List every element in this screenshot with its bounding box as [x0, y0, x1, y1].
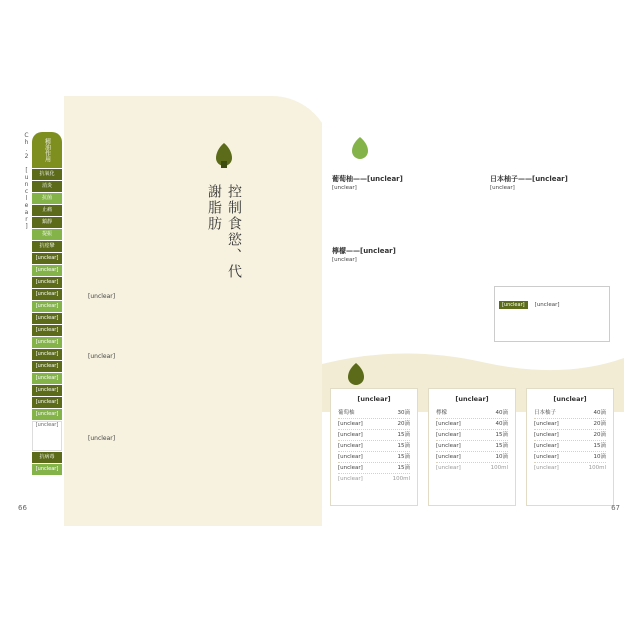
tab-item-bottom: [unclear]	[32, 464, 62, 475]
tab-item-bottom: 抗病毒	[32, 452, 62, 463]
ingredient-name: [unclear]	[338, 476, 363, 482]
recipe-row	[534, 441, 606, 452]
page-number-right: 67	[611, 504, 620, 512]
tab-item: 提振	[32, 229, 62, 240]
ingredient-amount: 100ml	[490, 465, 508, 471]
content-panel	[64, 96, 332, 526]
lemon-text: [unclear]	[332, 257, 357, 263]
recipe-row	[338, 419, 410, 430]
ingredient-name: [unclear]	[436, 432, 461, 438]
ingredient-amount: 15滴	[397, 443, 410, 449]
page-title: 控制食慾、代謝脂肪	[206, 184, 242, 280]
ingredient-name: [unclear]	[338, 443, 363, 449]
ingredient-amount: 20滴	[397, 421, 410, 427]
tab-item: [unclear]	[32, 289, 62, 300]
ingredient-amount: 15滴	[397, 432, 410, 438]
note-box	[494, 286, 610, 342]
right-page	[322, 96, 624, 526]
recipe-row	[338, 408, 410, 419]
ingredient-name: [unclear]	[534, 454, 559, 460]
page-number-left: 66	[18, 504, 27, 512]
tab-item: 鎮靜	[32, 217, 62, 228]
recipe-row	[534, 419, 606, 430]
ingredient-amount: 40滴	[495, 421, 508, 427]
tab-item: 抗痙攣	[32, 241, 62, 252]
body-paragraph-1: [unclear]	[88, 293, 116, 300]
ingredient-amount: 20滴	[593, 421, 606, 427]
ingredient-amount: 15滴	[397, 454, 410, 460]
grapefruit-text: [unclear]	[332, 185, 357, 191]
ingredient-amount: 40滴	[593, 410, 606, 416]
ingredient-amount: 20滴	[593, 432, 606, 438]
recipe-row	[534, 408, 606, 419]
ingredient-name: [unclear]	[436, 454, 461, 460]
ingredient-name: [unclear]	[534, 432, 559, 438]
ingredient-amount: 40滴	[495, 410, 508, 416]
recipe-row	[338, 452, 410, 463]
left-page	[16, 96, 318, 526]
tab-item: [unclear]	[32, 373, 62, 384]
recipe-title: [unclear]	[455, 395, 489, 403]
ingredient-name: [unclear]	[534, 421, 559, 427]
ingredient-name: [unclear]	[338, 421, 363, 427]
note-text: [unclear]	[534, 302, 560, 308]
tab-item: [unclear]	[32, 301, 62, 312]
leaf-badge-icon	[214, 142, 234, 168]
tab-item: [unclear]	[32, 253, 62, 264]
ingredient-amount: 15滴	[495, 432, 508, 438]
tab-item: [unclear]	[32, 409, 62, 420]
tab-item: [unclear]	[32, 385, 62, 396]
lemon-title: 檸檬——[unclear]	[332, 247, 396, 255]
tab-item: [unclear]	[32, 265, 62, 276]
recipe-row	[338, 441, 410, 452]
tab-item: [unclear]	[32, 325, 62, 336]
tab-item: [unclear]	[32, 313, 62, 324]
recipe-title: [unclear]	[553, 395, 587, 403]
tab-item: [unclear]	[32, 277, 62, 288]
recipe-card	[330, 388, 418, 506]
recipe-row	[338, 474, 410, 484]
note-tag: [unclear]	[499, 301, 528, 309]
ingredient-amount: 15滴	[495, 443, 508, 449]
ingredient-amount: 10滴	[495, 454, 508, 460]
recipe-card	[526, 388, 614, 506]
ingredient-name: 日本柚子	[534, 410, 557, 416]
yuzu-text: [unclear]	[490, 185, 515, 191]
ingredient-name: [unclear]	[436, 421, 461, 427]
ingredient-name: [unclear]	[338, 465, 363, 471]
ingredient-amount: 30滴	[397, 410, 410, 416]
recipe-row	[534, 452, 606, 463]
recipe-row	[436, 419, 508, 430]
grapefruit-section	[332, 174, 458, 193]
ingredient-name: [unclear]	[534, 443, 559, 449]
tab-item: 消炎	[32, 181, 62, 192]
ingredient-amount: 10滴	[593, 454, 606, 460]
section-tab-title: 精油作用	[32, 132, 62, 168]
tab-item: 抗菌	[32, 193, 62, 204]
lemon-section	[332, 246, 458, 265]
ingredient-name: 葡萄柚	[338, 410, 355, 416]
recipe-row	[534, 430, 606, 441]
ingredient-name: [unclear]	[534, 465, 559, 471]
ingredient-amount: 100ml	[392, 476, 410, 482]
grapefruit-title: 葡萄柚——[unclear]	[332, 175, 403, 183]
ingredient-name: [unclear]	[338, 432, 363, 438]
tab-item: [unclear]	[32, 361, 62, 372]
recipe-badge-icon	[346, 362, 366, 386]
tab-item: 抗氧化	[32, 169, 62, 180]
body-paragraph-3: [unclear]	[88, 435, 116, 442]
recipe-card	[428, 388, 516, 506]
ingredient-name: 檸檬	[436, 410, 448, 416]
tab-note: [unclear]	[32, 421, 62, 451]
chapter-strip: Ch.2 [unclear]	[23, 132, 30, 230]
yuzu-title: 日本柚子——[unclear]	[490, 175, 568, 183]
ingredient-name: [unclear]	[436, 443, 461, 449]
recipe-row	[436, 430, 508, 441]
tab-item: [unclear]	[32, 349, 62, 360]
ingredient-name: [unclear]	[436, 465, 461, 471]
body-paragraph-2: [unclear]	[88, 353, 116, 360]
yuzu-section	[490, 174, 616, 193]
recipe-row	[436, 452, 508, 463]
ingredient-name: [unclear]	[338, 454, 363, 460]
recipe-row	[534, 463, 606, 473]
ingredient-amount: 100ml	[588, 465, 606, 471]
recipe-row	[338, 463, 410, 474]
leaf-badge-icon	[350, 136, 370, 160]
recipe-title: [unclear]	[357, 395, 391, 403]
tab-item: 止痛	[32, 205, 62, 216]
recipe-row	[436, 408, 508, 419]
ingredient-amount: 15滴	[593, 443, 606, 449]
tab-list	[32, 169, 62, 475]
recipe-row	[436, 441, 508, 452]
recipe-row	[338, 430, 410, 441]
section-tabs	[32, 132, 62, 475]
tab-item: [unclear]	[32, 397, 62, 408]
recipe-row	[436, 463, 508, 473]
ingredient-amount: 15滴	[397, 465, 410, 471]
tab-item: [unclear]	[32, 337, 62, 348]
